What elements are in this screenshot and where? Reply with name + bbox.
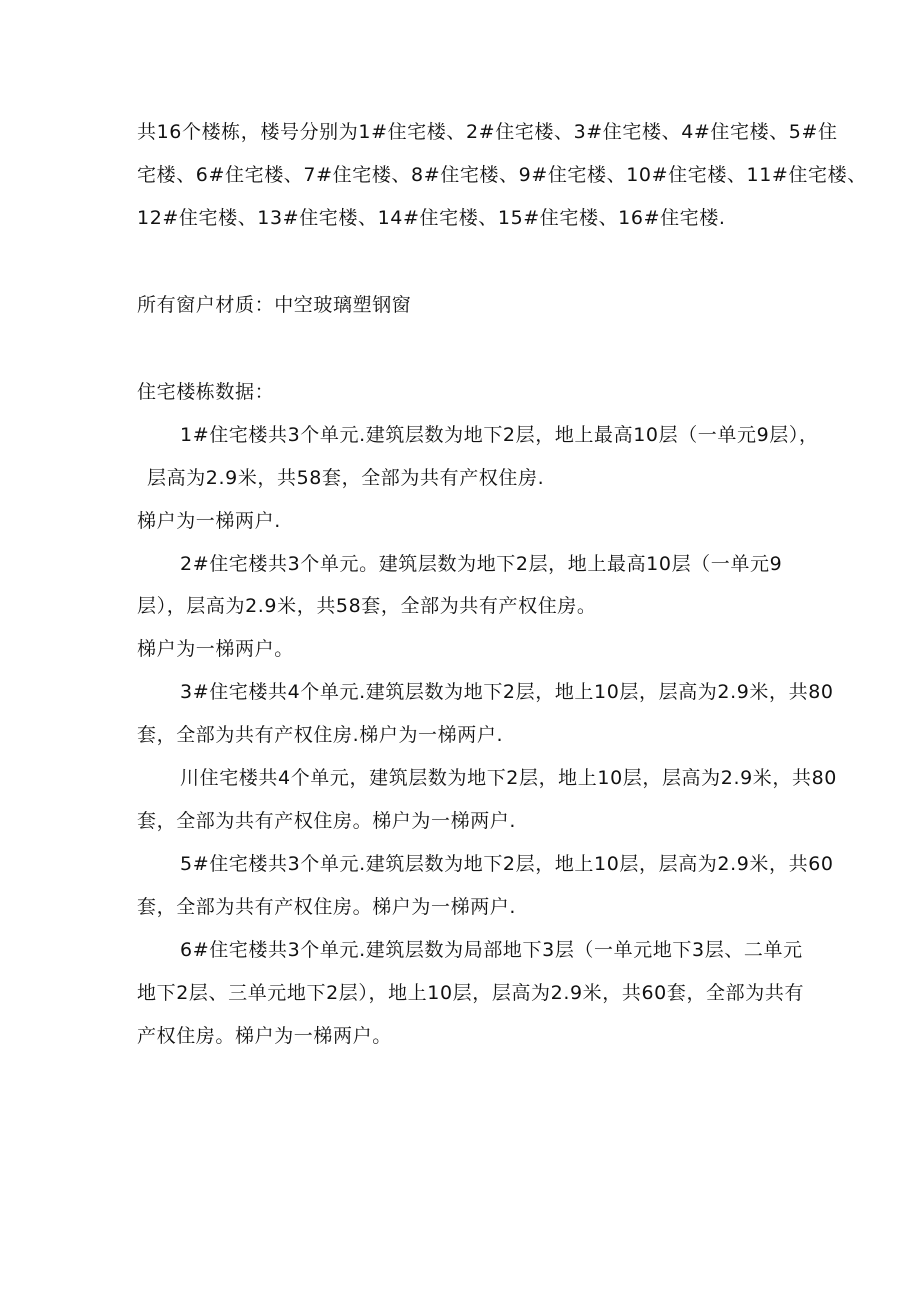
building-3-line-2: 套，全部为共有产权住房.梯户为一梯两户.: [137, 724, 504, 746]
building-2-line-3: 梯户为一梯两户。: [137, 638, 294, 660]
building-1-line-1: 1#住宅楼共3个单元.建筑层数为地下2层，地上最高10层（一单元9层），: [180, 424, 819, 446]
building-6-line-3: 产权住房。梯户为一梯两户。: [137, 1025, 392, 1047]
building-3-line-1: 3#住宅楼共4个单元.建筑层数为地下2层，地上10层，层高为2.9米，共80: [180, 681, 834, 703]
building-2-line-1: 2#住宅楼共3个单元。建筑层数为地下2层，地上最高10层（一单元9: [180, 553, 783, 575]
building-6-line-1: 6#住宅楼共3个单元.建筑层数为局部地下3层（一单元地下3层、二单元: [180, 939, 803, 961]
intro-line-2: 宅楼、6#住宅楼、7#住宅楼、8#住宅楼、9#住宅楼、10#住宅楼、11#住宅楼、: [137, 164, 867, 186]
building-6-line-2: 地下2层、三单元地下2层），地上10层，层高为2.9米，共60套，全部为共有: [137, 982, 805, 1004]
section-title: 住宅楼栋数据：: [137, 381, 275, 403]
intro-line-3: 12#住宅楼、13#住宅楼、14#住宅楼、15#住宅楼、16#住宅楼.: [137, 207, 726, 229]
building-1-line-3: 梯户为一梯两户.: [137, 510, 281, 532]
building-4-line-1: 川住宅楼共4个单元，建筑层数为地下2层，地上10层，层高为2.9米，共80: [180, 767, 837, 789]
building-2-line-2: 层），层高为2.9米，共58套，全部为共有产权住房。: [137, 595, 597, 617]
window-material-line: 所有窗户材质：中空玻璃塑钢窗: [137, 294, 412, 316]
building-5-line-1: 5#住宅楼共3个单元.建筑层数为地下2层，地上10层，层高为2.9米，共60: [180, 853, 834, 875]
building-5-line-2: 套，全部为共有产权住房。梯户为一梯两户.: [137, 896, 517, 918]
intro-line-1: 共16个楼栋，楼号分别为1#住宅楼、2#住宅楼、3#住宅楼、4#住宅楼、5#住: [137, 121, 838, 143]
building-1-line-2: 层高为2.9米，共58套，全部为共有产权住房.: [147, 467, 545, 489]
building-4-line-2: 套，全部为共有产权住房。梯户为一梯两户.: [137, 810, 517, 832]
